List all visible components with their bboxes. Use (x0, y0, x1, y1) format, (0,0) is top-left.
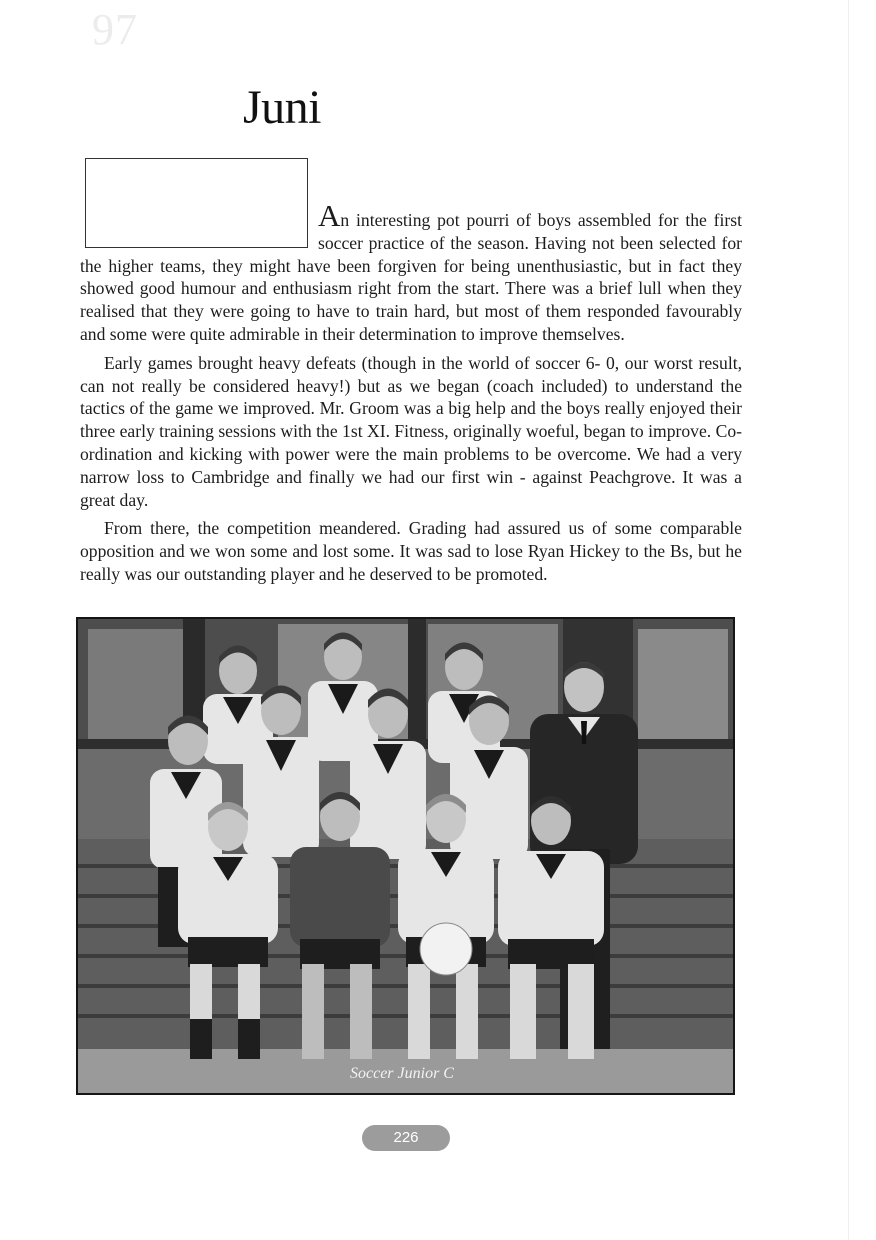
team-photo (76, 617, 735, 1095)
frame-spacer (80, 200, 318, 246)
page-title: Juni (243, 81, 322, 134)
team-photo-illustration (78, 619, 733, 1093)
paragraph-text: n interesting pot pourri of boys assembled for the first soccer practice of the season. Having not been selected for the higher teams, they might have been forgiven for being unenthusiastic, but in fact they showed good humour and enthusiasm right from the start. There was a brief lull when they realised that they were going to have to train hard, but most of them responded favourably and some were quite admirable in their determination to improve themselves. (80, 210, 742, 344)
photo-caption: Soccer Junior C (350, 1065, 454, 1082)
article-paragraph-2: Early games brought heavy defeats (though in the world of soccer 6- 0, our worst result, can not really be considered heavy!) but as we began (coach included) to understand the tactics of the game we improved. Mr. Groom was a big help and the boys really enjoyed their three early training sessions with the 1st XI. Fitness, originally woeful, began to improve. Co-ordination and kicking with power were the main problems to be overcome. We had a very narrow loss to Cambridge and finally we had our first win - against Peachgrove. It was a great day. (80, 352, 742, 510)
ghost-year: 97 (92, 5, 138, 54)
page-number-badge: 226 (362, 1125, 450, 1151)
article-paragraph-3: From there, the competition meandered. Grading had assured us of some comparable opposition and we won some and lost some. It was sad to lose Ryan Hickey to the Bs, but he really was our outstanding player and he deserved to be promoted. (80, 518, 742, 584)
page-edge-rule (848, 0, 849, 1240)
article-body (80, 200, 742, 586)
drop-cap: A (318, 198, 341, 233)
